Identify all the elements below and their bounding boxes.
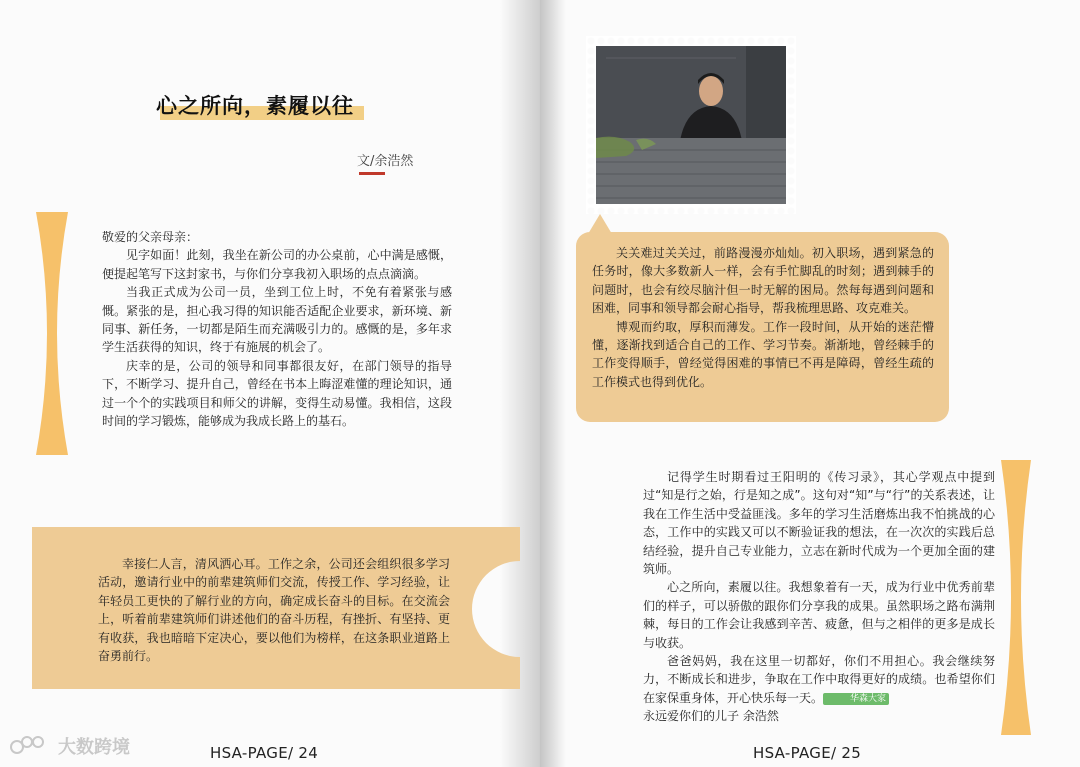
watermark-logo (10, 733, 130, 759)
signature: 永远爱你们的儿子 余浩然 (643, 709, 779, 724)
paragraph: 心之所向，素履以往。我想象着有一天，成为行业中优秀前辈们的样子，可以骄傲的跟你们分享我的成果。虽然职场之路布满荆棘，每日的工作会让我感到辛苦、疲惫，但与之相伴的更多是成长与收获。 (643, 580, 995, 650)
watermark-icon (10, 734, 52, 758)
hourglass-ornament-right (1001, 460, 1031, 735)
author-underline (359, 172, 385, 175)
watermark-text: 大数跨境 (58, 737, 130, 758)
page-number-left: HSA-PAGE/ 24 (210, 744, 319, 762)
brand-badge: 华森大家 (823, 693, 889, 705)
salutation: 敬爱的父亲母亲： (102, 230, 199, 244)
author-byline: 文/余浩然 (357, 154, 414, 169)
paragraph: 幸接仁人言，清风洒心耳。工作之余，公司还会组织很多学习活动，邀请行业中的前辈建筑师们交流，传授工作、学习经验，让年轻员工更快的了解行业的方向，确定成长奋斗的目标。在交流会上，听着前辈建筑师们讲述他们的奋斗历程，有挫折、有坚持、更有收获，我也暗暗下定决心，要以他们为榜样，在这条职业道路上奋勇前行。 (98, 557, 450, 664)
callout-text (592, 244, 934, 391)
stamp-photo-frame (586, 36, 796, 214)
band-paragraph (98, 555, 450, 665)
title-text: 心之所向，素履以往 (156, 94, 354, 118)
closing-text: 爸爸妈妈，我在这里一切都好，你们不用担心。我会继续努力，不断成长和进步，争取在工作中取得更好的成绩。也希望你们在家保重身体，开心快乐每一天。 (643, 654, 995, 705)
page-number-right: HSA-PAGE/ 25 (753, 744, 862, 762)
paragraph: 记得学生时期看过王阳明的《传习录》，其心学观点中提到过“知是行之始，行是知之成”。这句对“知”与“行”的关系表述，让我在工作生活中受益匪浅。多年的学习生活磨炼出我不怕挑战的心态，工作中的实践又可以不断验证我的想法，在一次次的实践后总结经验，提升自己专业能力，立志在新时代成为一个更加全面的建筑师。 (643, 470, 995, 577)
letter-body-left (102, 228, 452, 430)
letter-body-right (643, 468, 995, 726)
callout-pointer (588, 214, 612, 234)
article-title (156, 90, 366, 124)
paragraph: 见字如面！此刻，我坐在新公司的办公桌前，心中满是感慨，便提起笔写下这封家书，与你们分享我初入职场的点点滴滴。 (102, 248, 452, 281)
paragraph: 庆幸的是，公司的领导和同事都很友好，在部门领导的指导下，不断学习、提升自己，曾经在书本上晦涩难懂的理论知识，通过一个个的实践项目和师父的讲解，变得生动易懂。我相信，这段时间的学习锻炼，能够成为我成长路上的基石。 (102, 358, 452, 429)
paragraph: 关关难过关关过，前路漫漫亦灿灿。初入职场，遇到紧急的任务时，像大多数新人一样，会有手忙脚乱的时刻；遇到棘手的问题时，也会有绞尽脑汁但一时无解的困局。然每每遇到问题和困难，同事和领导都会耐心指导，帮我梳理思路、攻克难关。 (592, 246, 934, 316)
hourglass-ornament-left (36, 212, 68, 455)
page-gutter-shadow (540, 0, 566, 767)
portrait-photo (596, 46, 786, 204)
paragraph: 当我正式成为公司一员，坐到工位上时，不免有着紧张与感慨。紧张的是，担心我习得的知识能否适配企业要求，新环境、新同事、新任务，一切都是陌生而充满吸引力的。感慨的是，多年求学生活获得的知识，终于有施展的机会了。 (102, 285, 452, 355)
paragraph: 博观而约取，厚积而薄发。工作一段时间，从开始的迷茫懵懂，逐渐找到适合自己的工作、学习节奏。渐渐地，曾经棘手的工作变得顺手，曾经觉得困难的事情已不再是障碍，曾经生疏的工作模式也得到优化。 (592, 319, 934, 389)
right-page (540, 0, 1080, 767)
paragraph (643, 652, 995, 707)
